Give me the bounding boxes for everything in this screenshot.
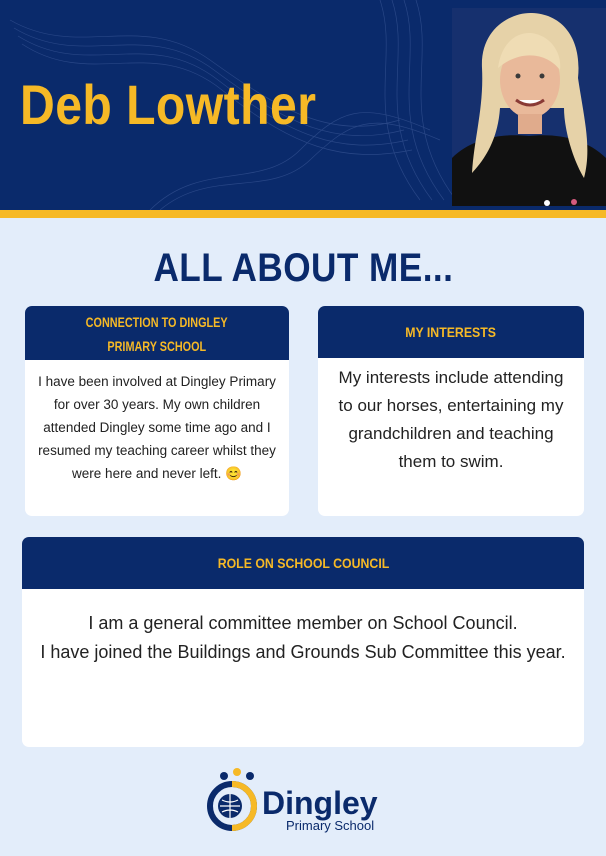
logo-dot-right xyxy=(246,772,254,780)
role-line-2: I have joined the Buildings and Grounds Sub Committee this year. xyxy=(40,642,566,662)
role-card xyxy=(22,537,584,747)
connection-text: I have been involved at Dingley Primary for over 30 years. My own children attended Dingley some time ago and I resumed my teaching career whilst they were here and never left. 😊 xyxy=(38,374,276,481)
person-name: Deb Lowther xyxy=(20,73,317,136)
connection-card xyxy=(25,306,289,516)
school-logo xyxy=(200,766,410,836)
interests-text: My interests include attending to our horses, entertaining my grandchildren and teaching them to swim. xyxy=(338,368,564,471)
gold-accent-bar xyxy=(0,210,606,218)
logo-name: Dingley xyxy=(262,785,378,821)
role-heading: ROLE ON SCHOOL COUNCIL xyxy=(22,537,584,589)
section-title: ALL ABOUT ME... xyxy=(153,246,453,290)
logo-dot-left xyxy=(220,772,228,780)
connection-heading: CONNECTION TO DINGLEY PRIMARY SCHOOL xyxy=(25,306,289,360)
logo-subtitle: Primary School xyxy=(286,818,375,833)
portrait-photo xyxy=(452,8,606,206)
role-line-1: I am a general committee member on School Council. xyxy=(88,613,518,633)
role-text xyxy=(22,589,584,667)
logo-dot-center xyxy=(233,768,241,776)
interests-card xyxy=(318,306,584,516)
interests-heading: MY INTERESTS xyxy=(318,306,584,358)
header-banner xyxy=(0,0,606,210)
